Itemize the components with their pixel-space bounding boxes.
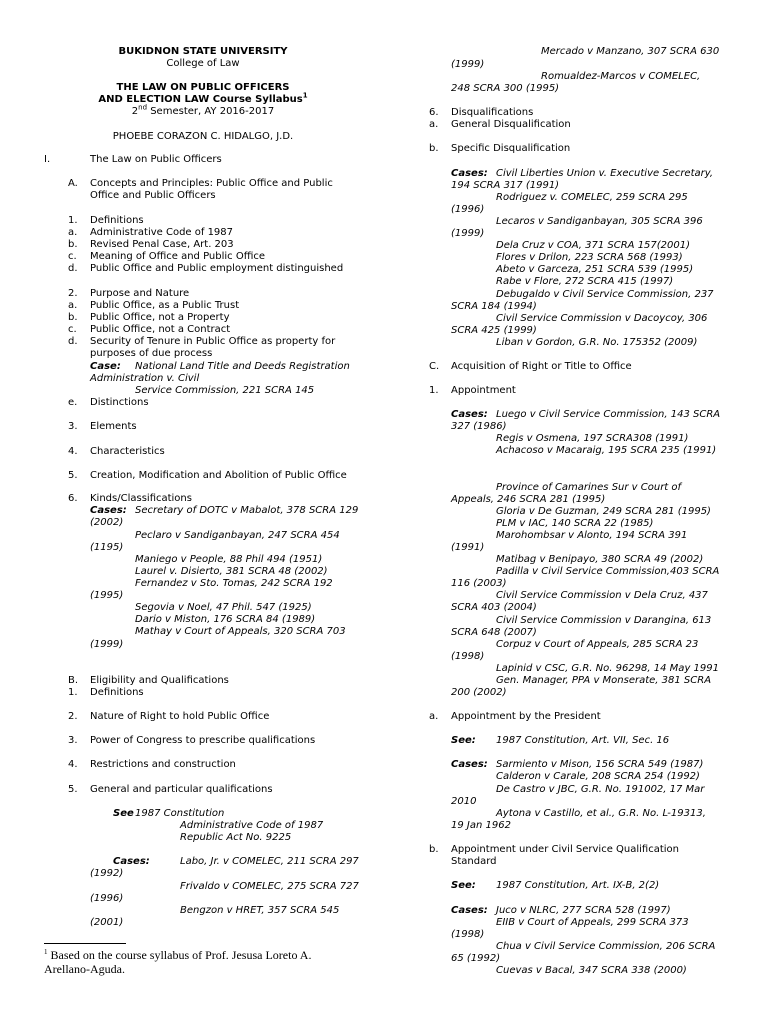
syllabus-line: (1999): [451, 228, 485, 239]
syllabus-line: c.: [68, 324, 77, 335]
syllabus-line: Appointment under Civil Service Qualification: [451, 844, 680, 855]
syllabus-line: Labo, Jr. v COMELEC, 211 SCRA 297: [180, 856, 359, 867]
syllabus-line: SCRA 425 (1999): [451, 325, 537, 336]
syllabus-line: (1195): [90, 542, 124, 553]
semester: [44, 103, 362, 118]
footnote-ref: 1: [302, 91, 308, 100]
syllabus-line: 6.: [429, 107, 439, 118]
syllabus-line: Cases:: [451, 905, 488, 916]
syllabus-line: a.: [429, 119, 439, 130]
syllabus-line: Lapinid v CSC, G.R. No. 96298, 14 May 1991: [496, 663, 719, 674]
syllabus-line: c.: [68, 251, 77, 262]
syllabus-line: Public Office, not a Contract: [90, 324, 231, 335]
syllabus-line: Administrative Code of 1987: [90, 227, 234, 238]
syllabus-line: B.: [68, 675, 79, 686]
syllabus-line: Standard: [451, 856, 497, 867]
syllabus-line: 3.: [68, 421, 78, 432]
syllabus-line: a.: [429, 711, 439, 722]
syllabus-line: (1991): [451, 542, 485, 553]
syllabus-line: Frivaldo v COMELEC, 275 SCRA 727: [180, 881, 359, 892]
syllabus-line: Cases:: [451, 759, 488, 770]
syllabus-line: Characteristics: [90, 446, 165, 457]
syllabus-line: 65 (1992): [451, 953, 501, 964]
syllabus-line: (1999): [90, 639, 124, 650]
syllabus-line: 1987 Constitution, Art. VII, Sec. 16: [496, 735, 670, 746]
syllabus-line: Province of Camarines Sur v Court of: [496, 482, 682, 493]
syllabus-line: (2001): [90, 917, 124, 928]
syllabus-line: (1992): [90, 868, 124, 879]
footnote-divider: [44, 943, 126, 944]
syllabus-line: 1.: [68, 215, 78, 226]
syllabus-line: Fernandez v Sto. Tomas, 242 SCRA 192: [135, 578, 333, 589]
syllabus-line: (1995): [90, 590, 124, 601]
syllabus-line: (1998): [451, 929, 485, 940]
syllabus-line: Cases:: [451, 409, 488, 420]
syllabus-line: Definitions: [90, 687, 144, 698]
syllabus-line: Juco v NLRC, 277 SCRA 528 (1997): [496, 905, 671, 916]
syllabus-line: De Castro v JBC, G.R. No. 191002, 17 Mar: [496, 784, 705, 795]
syllabus-line: Acquisition of Right or Title to Office: [451, 361, 632, 372]
syllabus-line: Creation, Modification and Abolition of Public Office: [90, 470, 347, 481]
syllabus-line: Restrictions and construction: [90, 759, 236, 770]
syllabus-line: Dela Cruz v COA, 371 SCRA 157(2001): [496, 240, 691, 251]
syllabus-line: PLM v IAC, 140 SCRA 22 (1985): [496, 518, 654, 529]
syllabus-line: Security of Tenure in Public Office as property for: [90, 336, 336, 347]
syllabus-line: b.: [68, 312, 78, 323]
syllabus-line: Laurel v. Disierto, 381 SCRA 48 (2002): [135, 566, 328, 577]
syllabus-line: SCRA 648 (2007): [451, 627, 537, 638]
syllabus-line: Civil Service Commission v Dacoycoy, 306: [496, 313, 708, 324]
syllabus-line: b.: [429, 143, 439, 154]
syllabus-line: (1996): [451, 204, 485, 215]
footnote-text: Based on the course syllabus of Prof. Jesusa Loreto A.: [47, 948, 312, 962]
syllabus-line: d.: [68, 336, 78, 347]
syllabus-line: 327 (1986): [451, 421, 507, 432]
syllabus-line: 194 SCRA 317 (1991): [451, 180, 560, 191]
syllabus-line: Cases:: [90, 505, 127, 516]
syllabus-line: EIIB v Court of Appeals, 299 SCRA 373: [496, 917, 689, 928]
syllabus-line: Eligibility and Qualifications: [90, 675, 229, 686]
syllabus-line: Elements: [90, 421, 137, 432]
footnote-line2: Arellano-Aguda.: [44, 962, 125, 976]
syllabus-line: 2.: [68, 711, 78, 722]
syllabus-line: Specific Disqualification: [451, 143, 571, 154]
syllabus-line: 116 (2003): [451, 578, 507, 589]
syllabus-line: 2010: [451, 796, 477, 807]
syllabus-line: I.: [44, 154, 51, 165]
syllabus-line: 5.: [68, 470, 78, 481]
syllabus-line: The Law on Public Officers: [90, 154, 222, 165]
syllabus-line: Mathay v Court of Appeals, 320 SCRA 703: [135, 626, 346, 637]
syllabus-line: Chua v Civil Service Commission, 206 SCRA: [496, 941, 716, 952]
syllabus-line: Cuevas v Bacal, 347 SCRA 338 (2000): [496, 965, 687, 976]
syllabus-line: Calderon v Carale, 208 SCRA 254 (1992): [496, 771, 700, 782]
syllabus-line: 1.: [68, 687, 78, 698]
syllabus-line: Civil Liberties Union v. Executive Secretary,: [496, 168, 714, 179]
syllabus-line: Gloria v De Guzman, 249 SCRA 281 (1995): [496, 506, 711, 517]
syllabus-line: A.: [68, 178, 78, 189]
instructor-name: PHOEBE CORAZON C. HIDALGO, J.D.: [112, 131, 294, 142]
semester-number: 2: [131, 106, 139, 117]
syllabus-line: Administrative Code of 1987: [180, 820, 324, 831]
syllabus-line: Aytona v Castillo, et al., G.R. No. L-19313,: [496, 808, 706, 819]
syllabus-line: Disqualifications: [451, 107, 534, 118]
syllabus-line: 19 Jan 1962: [451, 820, 511, 831]
syllabus-line: Bengzon v HRET, 357 SCRA 545: [180, 905, 340, 916]
syllabus-line: (1999): [451, 59, 485, 70]
syllabus-line: (1998): [451, 651, 485, 662]
course-title-line1: THE LAW ON PUBLIC OFFICERS: [116, 82, 290, 93]
syllabus-line: Liban v Gordon, G.R. No. 175352 (2009): [496, 337, 698, 348]
syllabus-line: Purpose and Nature: [90, 288, 190, 299]
syllabus-line: 1987 Constitution: [135, 808, 225, 819]
syllabus-line: C.: [429, 361, 440, 372]
syllabus-line: Matibag v Benipayo, 380 SCRA 49 (2002): [496, 554, 704, 565]
syllabus-line: 4.: [68, 759, 78, 770]
syllabus-line: Secretary of DOTC v Mabalot, 378 SCRA 129: [135, 505, 359, 516]
syllabus-line: Padilla v Civil Service Commission,403 SCRA: [496, 566, 720, 577]
syllabus-line: Meaning of Office and Public Office: [90, 251, 266, 262]
syllabus-line: Concepts and Principles: Public Office and Public: [90, 178, 333, 189]
syllabus-line: Gen. Manager, PPA v Monserate, 381 SCRA: [496, 675, 712, 686]
syllabus-line: Distinctions: [90, 397, 149, 408]
syllabus-line: Civil Service Commission v Dela Cruz, 437: [496, 590, 708, 601]
syllabus-line: Romualdez-Marcos v COMELEC,: [541, 71, 701, 82]
syllabus-line: Appeals, 246 SCRA 281 (1995): [451, 494, 606, 505]
syllabus-line: d.: [68, 263, 78, 274]
syllabus-line: Service Commission, 221 SCRA 145: [135, 385, 315, 396]
syllabus-line: b.: [68, 239, 78, 250]
syllabus-line: Achacoso v Macaraig, 195 SCRA 235 (1991): [496, 445, 717, 456]
syllabus-line: 248 SCRA 300 (1995): [451, 83, 560, 94]
syllabus-line: 1987 Constitution, Art. IX-B, 2(2): [496, 880, 660, 891]
syllabus-line: General Disqualification: [451, 119, 571, 130]
syllabus-line: Abeto v Garceza, 251 SCRA 539 (1995): [496, 264, 694, 275]
syllabus-line: e.: [68, 397, 78, 408]
syllabus-line: Appointment by the President: [451, 711, 601, 722]
syllabus-line: Public Office and Public employment distinguished: [90, 263, 344, 274]
syllabus-line: Office and Public Officers: [90, 190, 216, 201]
footnote-line1: [44, 948, 311, 962]
syllabus-line: Case:: [90, 361, 121, 372]
college-name: College of Law: [166, 58, 240, 69]
syllabus-line: See:: [451, 880, 476, 891]
syllabus-line: Revised Penal Case, Art. 203: [90, 239, 234, 250]
syllabus-line: Regis v Osmena, 197 SCRA308 (1991): [496, 433, 689, 444]
semester-text: Semester, AY 2016-2017: [147, 106, 275, 117]
course-title-text: AND ELECTION LAW Course Syllabus: [98, 94, 303, 105]
syllabus-line: Mercado v Manzano, 307 SCRA 630: [541, 46, 720, 57]
syllabus-line: Appointment: [451, 385, 516, 396]
syllabus-line: Public Office, as a Public Trust: [90, 300, 240, 311]
syllabus-line: 6.: [68, 493, 78, 504]
syllabus-line: See: [113, 808, 134, 819]
syllabus-line: Segovia v Noel, 47 Phil. 547 (1925): [135, 602, 312, 613]
syllabus-line: 5.: [68, 784, 78, 795]
syllabus-line: See:: [451, 735, 476, 746]
syllabus-line: Luego v Civil Service Commission, 143 SCRA: [496, 409, 721, 420]
syllabus-line: Public Office, not a Property: [90, 312, 230, 323]
footnote-marker: 1: [44, 948, 48, 956]
syllabus-line: (2002): [90, 517, 124, 528]
syllabus-line: Corpuz v Court of Appeals, 285 SCRA 23: [496, 639, 699, 650]
syllabus-line: 4.: [68, 446, 78, 457]
syllabus-line: Cases:: [451, 168, 488, 179]
course-title-line2: [44, 91, 362, 106]
syllabus-line: (1996): [90, 893, 124, 904]
syllabus-line: SCRA 184 (1994): [451, 301, 537, 312]
syllabus-line: Dario v Miston, 176 SCRA 84 (1989): [135, 614, 316, 625]
syllabus-line: SCRA 403 (2004): [451, 602, 537, 613]
syllabus-line: Maniego v People, 88 Phil 494 (1951): [135, 554, 323, 565]
syllabus-line: Marohombsar v Alonto, 194 SCRA 391: [496, 530, 688, 541]
syllabus-line: Republic Act No. 9225: [180, 832, 292, 843]
university-name: BUKIDNON STATE UNIVERSITY: [118, 46, 288, 57]
semester-ordinal: nd: [138, 103, 148, 112]
syllabus-line: Cases:: [113, 856, 150, 867]
syllabus-line: Nature of Right to hold Public Office: [90, 711, 270, 722]
syllabus-line: a.: [68, 227, 78, 238]
syllabus-line: Rodriguez v. COMELEC, 259 SCRA 295: [496, 192, 688, 203]
syllabus-line: Power of Congress to prescribe qualifications: [90, 735, 316, 746]
syllabus-line: Rabe v Flore, 272 SCRA 415 (1997): [496, 276, 674, 287]
syllabus-line: Flores v Drilon, 223 SCRA 568 (1993): [496, 252, 683, 263]
syllabus-line: purposes of due process: [90, 348, 213, 359]
syllabus-line: Lecaros v Sandiganbayan, 305 SCRA 396: [496, 216, 703, 227]
syllabus-line: 1.: [429, 385, 439, 396]
syllabus-line: Sarmiento v Mison, 156 SCRA 549 (1987): [496, 759, 704, 770]
syllabus-line: 2.: [68, 288, 78, 299]
syllabus-line: Kinds/Classifications: [90, 493, 192, 504]
syllabus-line: Peclaro v Sandiganbayan, 247 SCRA 454: [135, 530, 340, 541]
syllabus-line: b.: [429, 844, 439, 855]
syllabus-line: General and particular qualifications: [90, 784, 273, 795]
syllabus-line: Administration v. Civil: [90, 373, 200, 384]
syllabus-line: Definitions: [90, 215, 144, 226]
syllabus-line: 200 (2002): [451, 687, 507, 698]
syllabus-line: Civil Service Commission v Darangina, 613: [496, 615, 712, 626]
syllabus-line: a.: [68, 300, 78, 311]
syllabus-line: National Land Title and Deeds Registration: [135, 361, 350, 372]
syllabus-line: 3.: [68, 735, 78, 746]
syllabus-line: Debugaldo v Civil Service Commission, 237: [496, 289, 714, 300]
